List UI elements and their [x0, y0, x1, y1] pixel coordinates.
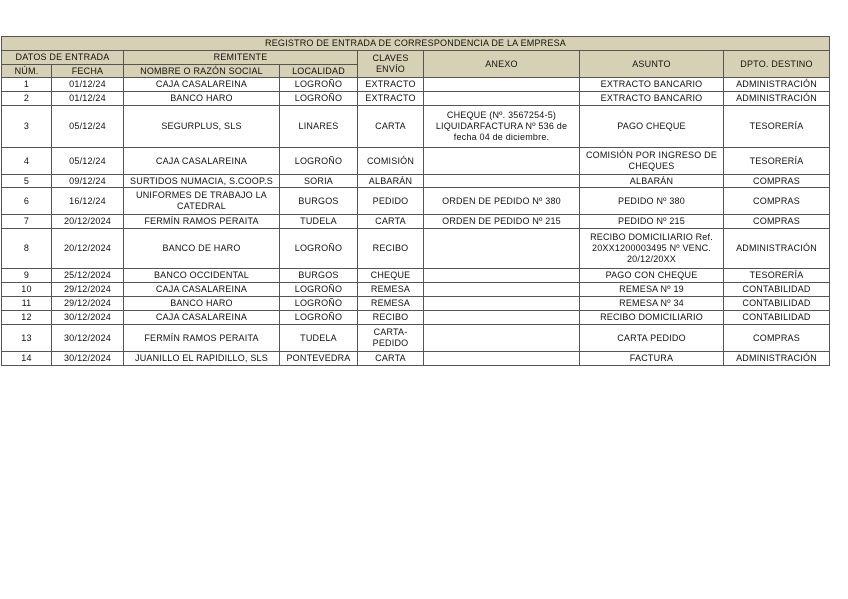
cell-dpto: TESORERÍA: [724, 269, 830, 283]
cell-fecha: 05/12/24: [52, 106, 124, 148]
cell-asunto: REMESA Nº 34: [580, 297, 724, 311]
cell-clave: PEDIDO: [358, 188, 424, 215]
cell-asunto: CARTA PEDIDO: [580, 325, 724, 352]
cell-num: 14: [2, 352, 52, 366]
cell-dpto: TESORERÍA: [724, 106, 830, 148]
cell-dpto: ADMINISTRACIÓN: [724, 229, 830, 269]
table-row: [2, 78, 830, 92]
cell-asunto: RECIBO DOMICILIARIO: [580, 311, 724, 325]
cell-num: 6: [2, 188, 52, 215]
table-row: [2, 269, 830, 283]
cell-asunto: EXTRACTO BANCARIO: [580, 92, 724, 106]
cell-anexo: [424, 352, 580, 366]
cell-asunto: REMESA Nº 19: [580, 283, 724, 297]
cell-localidad: LINARES: [280, 106, 358, 148]
cell-clave: CARTA: [358, 215, 424, 229]
cell-num: 1: [2, 78, 52, 92]
cell-num: 11: [2, 297, 52, 311]
header-anexo: ANEXO: [424, 51, 580, 78]
table-row: [2, 297, 830, 311]
cell-fecha: 20/12/2024: [52, 215, 124, 229]
cell-fecha: 01/12/24: [52, 78, 124, 92]
table-row: [2, 188, 830, 215]
cell-fecha: 01/12/24: [52, 92, 124, 106]
cell-clave: CHEQUE: [358, 269, 424, 283]
cell-nombre: BANCO DE HARO: [124, 229, 280, 269]
cell-anexo: [424, 78, 580, 92]
cell-anexo: [424, 283, 580, 297]
cell-asunto: RECIBO DOMICILIARIO Ref. 20XX1200003495 Nº VENC. 20/12/20XX: [580, 229, 724, 269]
column-header-nombre: NOMBRE O RAZÓN SOCIAL: [124, 65, 280, 78]
header-remitente: REMITENTE: [124, 51, 358, 65]
cell-nombre: JUANILLO EL RAPIDILLO, SLS: [124, 352, 280, 366]
cell-asunto: FACTURA: [580, 352, 724, 366]
table-row: [2, 215, 830, 229]
cell-dpto: CONTABILIDAD: [724, 297, 830, 311]
cell-clave: RECIBO: [358, 229, 424, 269]
cell-fecha: 16/12/24: [52, 188, 124, 215]
cell-localidad: TUDELA: [280, 325, 358, 352]
table-row: [2, 106, 830, 148]
cell-localidad: TUDELA: [280, 215, 358, 229]
cell-anexo: [424, 325, 580, 352]
cell-anexo: [424, 175, 580, 188]
cell-clave: CARTA-PEDIDO: [358, 325, 424, 352]
cell-localidad: LOGROÑO: [280, 229, 358, 269]
cell-localidad: SORIA: [280, 175, 358, 188]
cell-asunto: EXTRACTO BANCARIO: [580, 78, 724, 92]
cell-clave: CARTA: [358, 352, 424, 366]
cell-localidad: LOGROÑO: [280, 148, 358, 175]
cell-nombre: CAJA CASALAREINA: [124, 311, 280, 325]
cell-fecha: 30/12/2024: [52, 311, 124, 325]
correspondence-register-table: [1, 36, 830, 366]
table-row: [2, 175, 830, 188]
cell-localidad: LOGROÑO: [280, 311, 358, 325]
cell-localidad: PONTEVEDRA: [280, 352, 358, 366]
cell-fecha: 29/12/2024: [52, 283, 124, 297]
cell-fecha: 29/12/2024: [52, 297, 124, 311]
cell-clave: EXTRACTO: [358, 78, 424, 92]
cell-anexo: [424, 148, 580, 175]
cell-num: 2: [2, 92, 52, 106]
cell-clave: REMESA: [358, 283, 424, 297]
cell-num: 3: [2, 106, 52, 148]
cell-dpto: ADMINISTRACIÓN: [724, 78, 830, 92]
cell-clave: RECIBO: [358, 311, 424, 325]
cell-localidad: LOGROÑO: [280, 78, 358, 92]
cell-dpto: CONTABILIDAD: [724, 283, 830, 297]
table-row: [2, 229, 830, 269]
cell-fecha: 20/12/2024: [52, 229, 124, 269]
column-header-fecha: FECHA: [52, 65, 124, 78]
cell-fecha: 25/12/2024: [52, 269, 124, 283]
cell-asunto: ALBARÁN: [580, 175, 724, 188]
cell-asunto: PEDIDO Nº 215: [580, 215, 724, 229]
cell-anexo: CHEQUE (Nº. 3567254-5) LIQUIDARFACTURA Nº 536 de fecha 04 de diciembre.: [424, 106, 580, 148]
cell-localidad: BURGOS: [280, 269, 358, 283]
cell-dpto: COMPRAS: [724, 188, 830, 215]
cell-dpto: COMPRAS: [724, 175, 830, 188]
table-row: [2, 352, 830, 366]
cell-dpto: TESORERÍA: [724, 148, 830, 175]
cell-nombre: CAJA CASALAREINA: [124, 78, 280, 92]
cell-nombre: BANCO HARO: [124, 92, 280, 106]
cell-dpto: COMPRAS: [724, 325, 830, 352]
cell-nombre: CAJA CASALAREINA: [124, 148, 280, 175]
header-asunto: ASUNTO: [580, 51, 724, 78]
cell-num: 10: [2, 283, 52, 297]
cell-nombre: FERMÍN RAMOS PERAITA: [124, 325, 280, 352]
cell-nombre: BANCO HARO: [124, 297, 280, 311]
cell-num: 7: [2, 215, 52, 229]
header-dpto-destino: DPTO. DESTINO: [724, 51, 830, 78]
cell-asunto: PEDIDO Nº 380: [580, 188, 724, 215]
cell-dpto: COMPRAS: [724, 215, 830, 229]
cell-clave: COMISIÓN: [358, 148, 424, 175]
register-title: REGISTRO DE ENTRADA DE CORRESPONDENCIA DE LA EMPRESA: [2, 37, 830, 51]
cell-nombre: CAJA CASALAREINA: [124, 283, 280, 297]
cell-anexo: ORDEN DE PEDIDO Nº 380: [424, 188, 580, 215]
cell-localidad: BURGOS: [280, 188, 358, 215]
cell-num: 12: [2, 311, 52, 325]
cell-clave: CARTA: [358, 106, 424, 148]
cell-localidad: LOGROÑO: [280, 92, 358, 106]
cell-nombre: UNIFORMES DE TRABAJO LA CATEDRAL: [124, 188, 280, 215]
cell-num: 9: [2, 269, 52, 283]
cell-anexo: [424, 269, 580, 283]
cell-dpto: ADMINISTRACIÓN: [724, 92, 830, 106]
header-claves-envio: CLAVES ENVÍO: [358, 51, 424, 78]
cell-fecha: 05/12/24: [52, 148, 124, 175]
cell-clave: ALBARÁN: [358, 175, 424, 188]
cell-clave: REMESA: [358, 297, 424, 311]
cell-num: 5: [2, 175, 52, 188]
cell-dpto: ADMINISTRACIÓN: [724, 352, 830, 366]
cell-nombre: SEGURPLUS, SLS: [124, 106, 280, 148]
cell-nombre: BANCO OCCIDENTAL: [124, 269, 280, 283]
column-header-localidad: LOCALIDAD: [280, 65, 358, 78]
table-row: [2, 311, 830, 325]
cell-anexo: [424, 311, 580, 325]
cell-num: 8: [2, 229, 52, 269]
cell-asunto: PAGO CHEQUE: [580, 106, 724, 148]
cell-fecha: 30/12/2024: [52, 352, 124, 366]
table-row: [2, 283, 830, 297]
cell-clave: EXTRACTO: [358, 92, 424, 106]
header-datos-entrada: DATOS DE ENTRADA: [2, 51, 124, 65]
cell-fecha: 09/12/24: [52, 175, 124, 188]
table-row: [2, 325, 830, 352]
register-rows: [2, 78, 830, 366]
table-row: [2, 148, 830, 175]
cell-anexo: [424, 297, 580, 311]
cell-num: 13: [2, 325, 52, 352]
cell-anexo: [424, 92, 580, 106]
cell-num: 4: [2, 148, 52, 175]
cell-anexo: [424, 229, 580, 269]
cell-fecha: 30/12/2024: [52, 325, 124, 352]
table-row: [2, 92, 830, 106]
cell-localidad: LOGROÑO: [280, 283, 358, 297]
cell-anexo: ORDEN DE PEDIDO Nº 215: [424, 215, 580, 229]
cell-nombre: SURTIDOS NUMACIA, S.COOP.S: [124, 175, 280, 188]
cell-asunto: COMISIÓN POR INGRESO DE CHEQUES: [580, 148, 724, 175]
cell-dpto: CONTABILIDAD: [724, 311, 830, 325]
cell-localidad: LOGROÑO: [280, 297, 358, 311]
cell-nombre: FERMÍN RAMOS PERAITA: [124, 215, 280, 229]
column-header-num: NÚM.: [2, 65, 52, 78]
cell-asunto: PAGO CON CHEQUE: [580, 269, 724, 283]
